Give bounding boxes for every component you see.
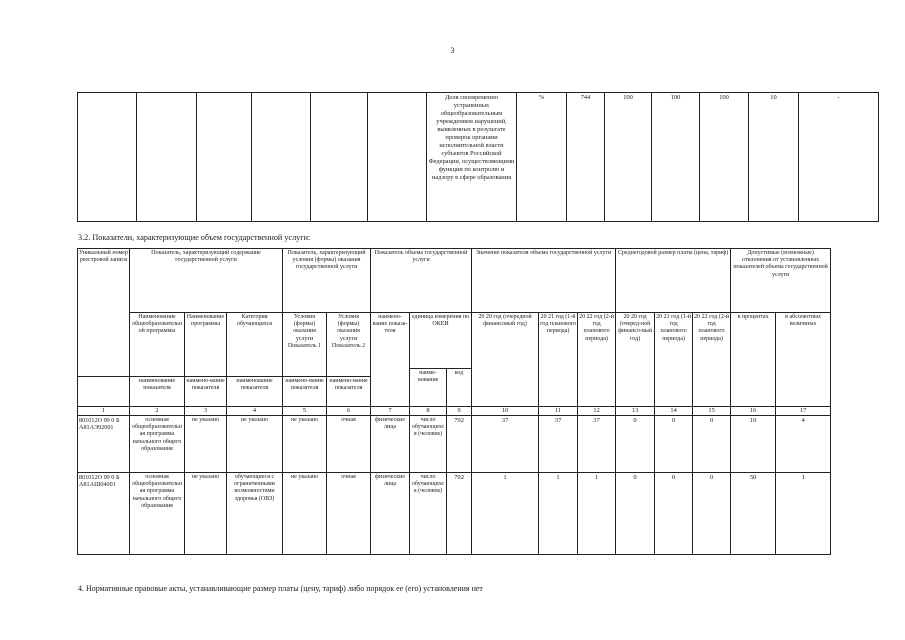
column-number: 8 (410, 407, 447, 416)
empty-cell (252, 93, 311, 222)
row-condition-2: очная (327, 416, 371, 473)
quality-okei: 744 (567, 93, 605, 222)
header-avg-fee: Среднегодовой размер платы (цена, тариф) (616, 249, 731, 313)
row-deviation-abs: 1 (776, 473, 831, 555)
column-number: 17 (776, 407, 831, 416)
header-in-percent: в процентах (731, 313, 776, 407)
quality-indicator-continuation-table (77, 92, 879, 222)
empty-cell (78, 377, 130, 407)
header-volume-indicator: Показатель объема государственной услуги (371, 249, 472, 313)
header-in-absolute: в абсолютных величинах (776, 313, 831, 407)
column-number: 6 (327, 407, 371, 416)
header-indicator-name: наименование показателя (227, 377, 283, 407)
row-fee-year-3: 0 (693, 473, 731, 555)
header-programs: Наименование программы (185, 313, 227, 377)
quality-unit: % (517, 93, 567, 222)
empty-cell (197, 93, 252, 222)
header-content-indicator: Показатель, характеризующий содержание государственной услуги (130, 249, 283, 313)
header-indicator-name: наимено-вание показателя (185, 377, 227, 407)
header-condition-2: Условия (формы) оказания услуги Показатель 2 (327, 313, 371, 377)
row-fee-year-2: 0 (655, 416, 693, 473)
row-unit: число обучающихся (человек) (410, 416, 447, 473)
row-deviation-abs: 4 (776, 416, 831, 473)
column-number: 16 (731, 407, 776, 416)
header-fee-year-1: 20 20 год (очеред-ной финансо-вый год) (616, 313, 655, 407)
row-code: 792 (447, 473, 472, 555)
header-volume-year-1: 20 20 год (очередной финансовый год) (472, 313, 539, 407)
header-volume-value: Значение показателя объема государственной услуги (472, 249, 616, 313)
header-volume-year-3: 20 22 год (2-й год планового периода) (578, 313, 616, 407)
row-volume-year-3: 37 (578, 416, 616, 473)
column-number: 3 (185, 407, 227, 416)
row-condition-1: не указано (283, 473, 327, 555)
row-volume-year-2: 1 (539, 473, 578, 555)
row-program: основная общеобразовательная программа начального общего образования (130, 473, 185, 555)
row-fee-year-3: 0 (693, 416, 731, 473)
quality-2022: 100 (700, 93, 749, 222)
header-volume-year-2: 20 21 год (1-й год планового периода) (539, 313, 578, 407)
row-unit: число обучающихся (человек) (410, 473, 447, 555)
row-volume-year-1: 1 (472, 473, 539, 555)
row-category: обучающиеся с ограниченными возможностями здоровья (ОВЗ) (227, 473, 283, 555)
empty-cell (78, 93, 137, 222)
row-volume-name: физические лица (371, 473, 410, 555)
row-unique-number: 801012О 99 0 Б А81АШ04001 (78, 473, 130, 555)
quality-deviation-percent: 10 (749, 93, 799, 222)
header-condition-1: Условия (формы) оказания услуги Показатель 1 (283, 313, 327, 377)
column-number: 9 (447, 407, 472, 416)
table-row (78, 416, 831, 473)
column-number: 1 (78, 407, 130, 416)
row-programs: не указано (185, 416, 227, 473)
row-code: 792 (447, 416, 472, 473)
header-unit-name: наиме-нование (410, 369, 447, 407)
column-number: 10 (472, 407, 539, 416)
empty-cell (311, 93, 368, 222)
header-conditions-indicator: Показатель, характеризующий условия (формы) оказания государственной услуги (283, 249, 371, 313)
header-fee-year-2: 20 21 год (1-й год планового периода) (655, 313, 693, 407)
column-numbers-row (78, 407, 831, 416)
row-deviation-percent: 10 (731, 416, 776, 473)
row-programs: не указано (185, 473, 227, 555)
page-number: 3 (450, 46, 455, 55)
row-fee-year-1: 0 (616, 416, 655, 473)
quality-indicator-name: Доля своевременно устраненных общеобразовательным учреждением нарушений, выявленных в результате проверок органами исполнительной власти субъектов Российской Федерации, осуществляющими функции по контролю и надзору в сфере образования (427, 93, 517, 222)
header-indicator-name: наименование показателя (130, 377, 185, 407)
row-volume-year-3: 1 (578, 473, 616, 555)
column-number: 13 (616, 407, 655, 416)
column-number: 4 (227, 407, 283, 416)
empty-cell (368, 93, 427, 222)
row-category: не указано (227, 416, 283, 473)
empty-cell (137, 93, 197, 222)
row-volume-year-2: 37 (539, 416, 578, 473)
table-row (78, 473, 831, 555)
row-unique-number: 801012О 99 0 Б А81АЭ92001 (78, 416, 130, 473)
header-allowed-deviation: Допустимые (возможные) отклонения от установленных показателей объема государственной услуги (731, 249, 831, 313)
volume-indicators-table (77, 248, 831, 555)
column-number: 14 (655, 407, 693, 416)
row-program: основная общеобразовательная программа начального общего образования (130, 416, 185, 473)
column-number: 11 (539, 407, 578, 416)
column-number: 12 (578, 407, 616, 416)
row-volume-year-1: 37 (472, 416, 539, 473)
row-volume-name: физические лица (371, 416, 410, 473)
column-number: 7 (371, 407, 410, 416)
quality-2020: 100 (605, 93, 652, 222)
header-program-name: Наименование общеобразовательной программы (130, 313, 185, 377)
quality-2021: 100 (652, 93, 700, 222)
row-condition-1: не указано (283, 416, 327, 473)
column-number: 2 (130, 407, 185, 416)
footer-note: 4. Нормативные правовые акты, устанавливающие размер платы (цену, тариф) либо порядок ее (его) установления нет (78, 584, 483, 593)
header-unit-okei: единица измерения по ОКЕИ (410, 313, 472, 369)
header-volume-name: наимено-вание показа-теля (371, 313, 410, 407)
column-number: 5 (283, 407, 327, 416)
quality-deviation-abs: - (799, 93, 879, 222)
header-indicator-name: наимено-вание показателя (327, 377, 371, 407)
header-category: Категория обучающихся (227, 313, 283, 377)
header-indicator-name: наимено-вание показателя (283, 377, 327, 407)
row-condition-2: очная (327, 473, 371, 555)
header-unique-number: Уникальный номер реестровой записи (78, 249, 130, 377)
row-deviation-percent: 50 (731, 473, 776, 555)
row-fee-year-1: 0 (616, 473, 655, 555)
section-title: 3.2. Показатели, характеризующие объем государственной услуги: (78, 233, 311, 242)
column-number: 15 (693, 407, 731, 416)
header-code: код (447, 369, 472, 407)
header-fee-year-3: 20 22 год (2-й год планового периода) (693, 313, 731, 407)
row-fee-year-2: 0 (655, 473, 693, 555)
